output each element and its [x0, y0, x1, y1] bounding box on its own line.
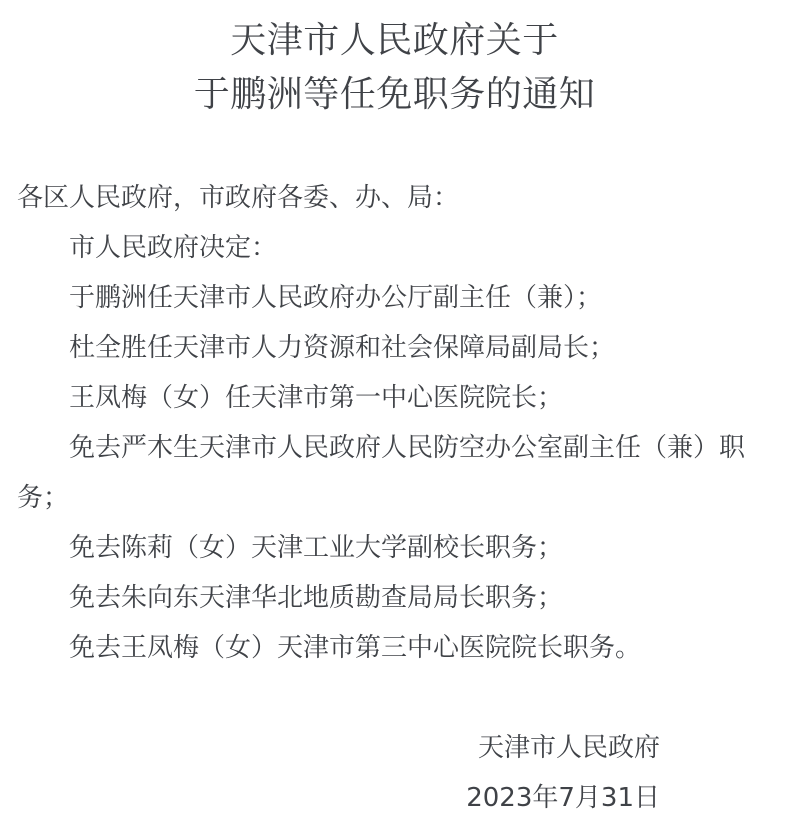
- body-paragraph: 杜全胜任天津市人力资源和社会保障局副局长；: [69, 333, 616, 363]
- page-title-line-1: 天津市人民政府关于: [230, 20, 559, 61]
- body-paragraph: 免去朱向东天津华北地质勘查局局长职务；: [69, 583, 564, 613]
- body-paragraph: 免去王凤梅（女）天津市第三中心医院院长职务。: [69, 633, 642, 663]
- body-paragraph: 王凤梅（女）任天津市第一中心医院院长；: [69, 383, 564, 413]
- body-paragraph: 市人民政府决定：: [69, 233, 278, 263]
- signature-block: [17, 723, 772, 823]
- page-title-line-2: 于鹏洲等任免职务的通知: [193, 74, 596, 115]
- body-paragraph: 免去陈莉（女）天津工业大学副校长职务；: [69, 533, 564, 563]
- body-paragraph: 于鹏洲任天津市人民政府办公厅副主任（兼）；: [69, 283, 603, 313]
- body-paragraph: 各区人民政府，市政府各委、办、局：: [17, 183, 460, 213]
- page-title: [17, 14, 772, 122]
- signature-org: 天津市人民政府: [477, 733, 660, 763]
- body-paragraph: 免去严木生天津市人民政府人民防空办公室副主任（兼）职务；: [17, 433, 746, 513]
- signature-date: 2023年7月31日: [466, 783, 660, 813]
- document-body: [17, 173, 772, 673]
